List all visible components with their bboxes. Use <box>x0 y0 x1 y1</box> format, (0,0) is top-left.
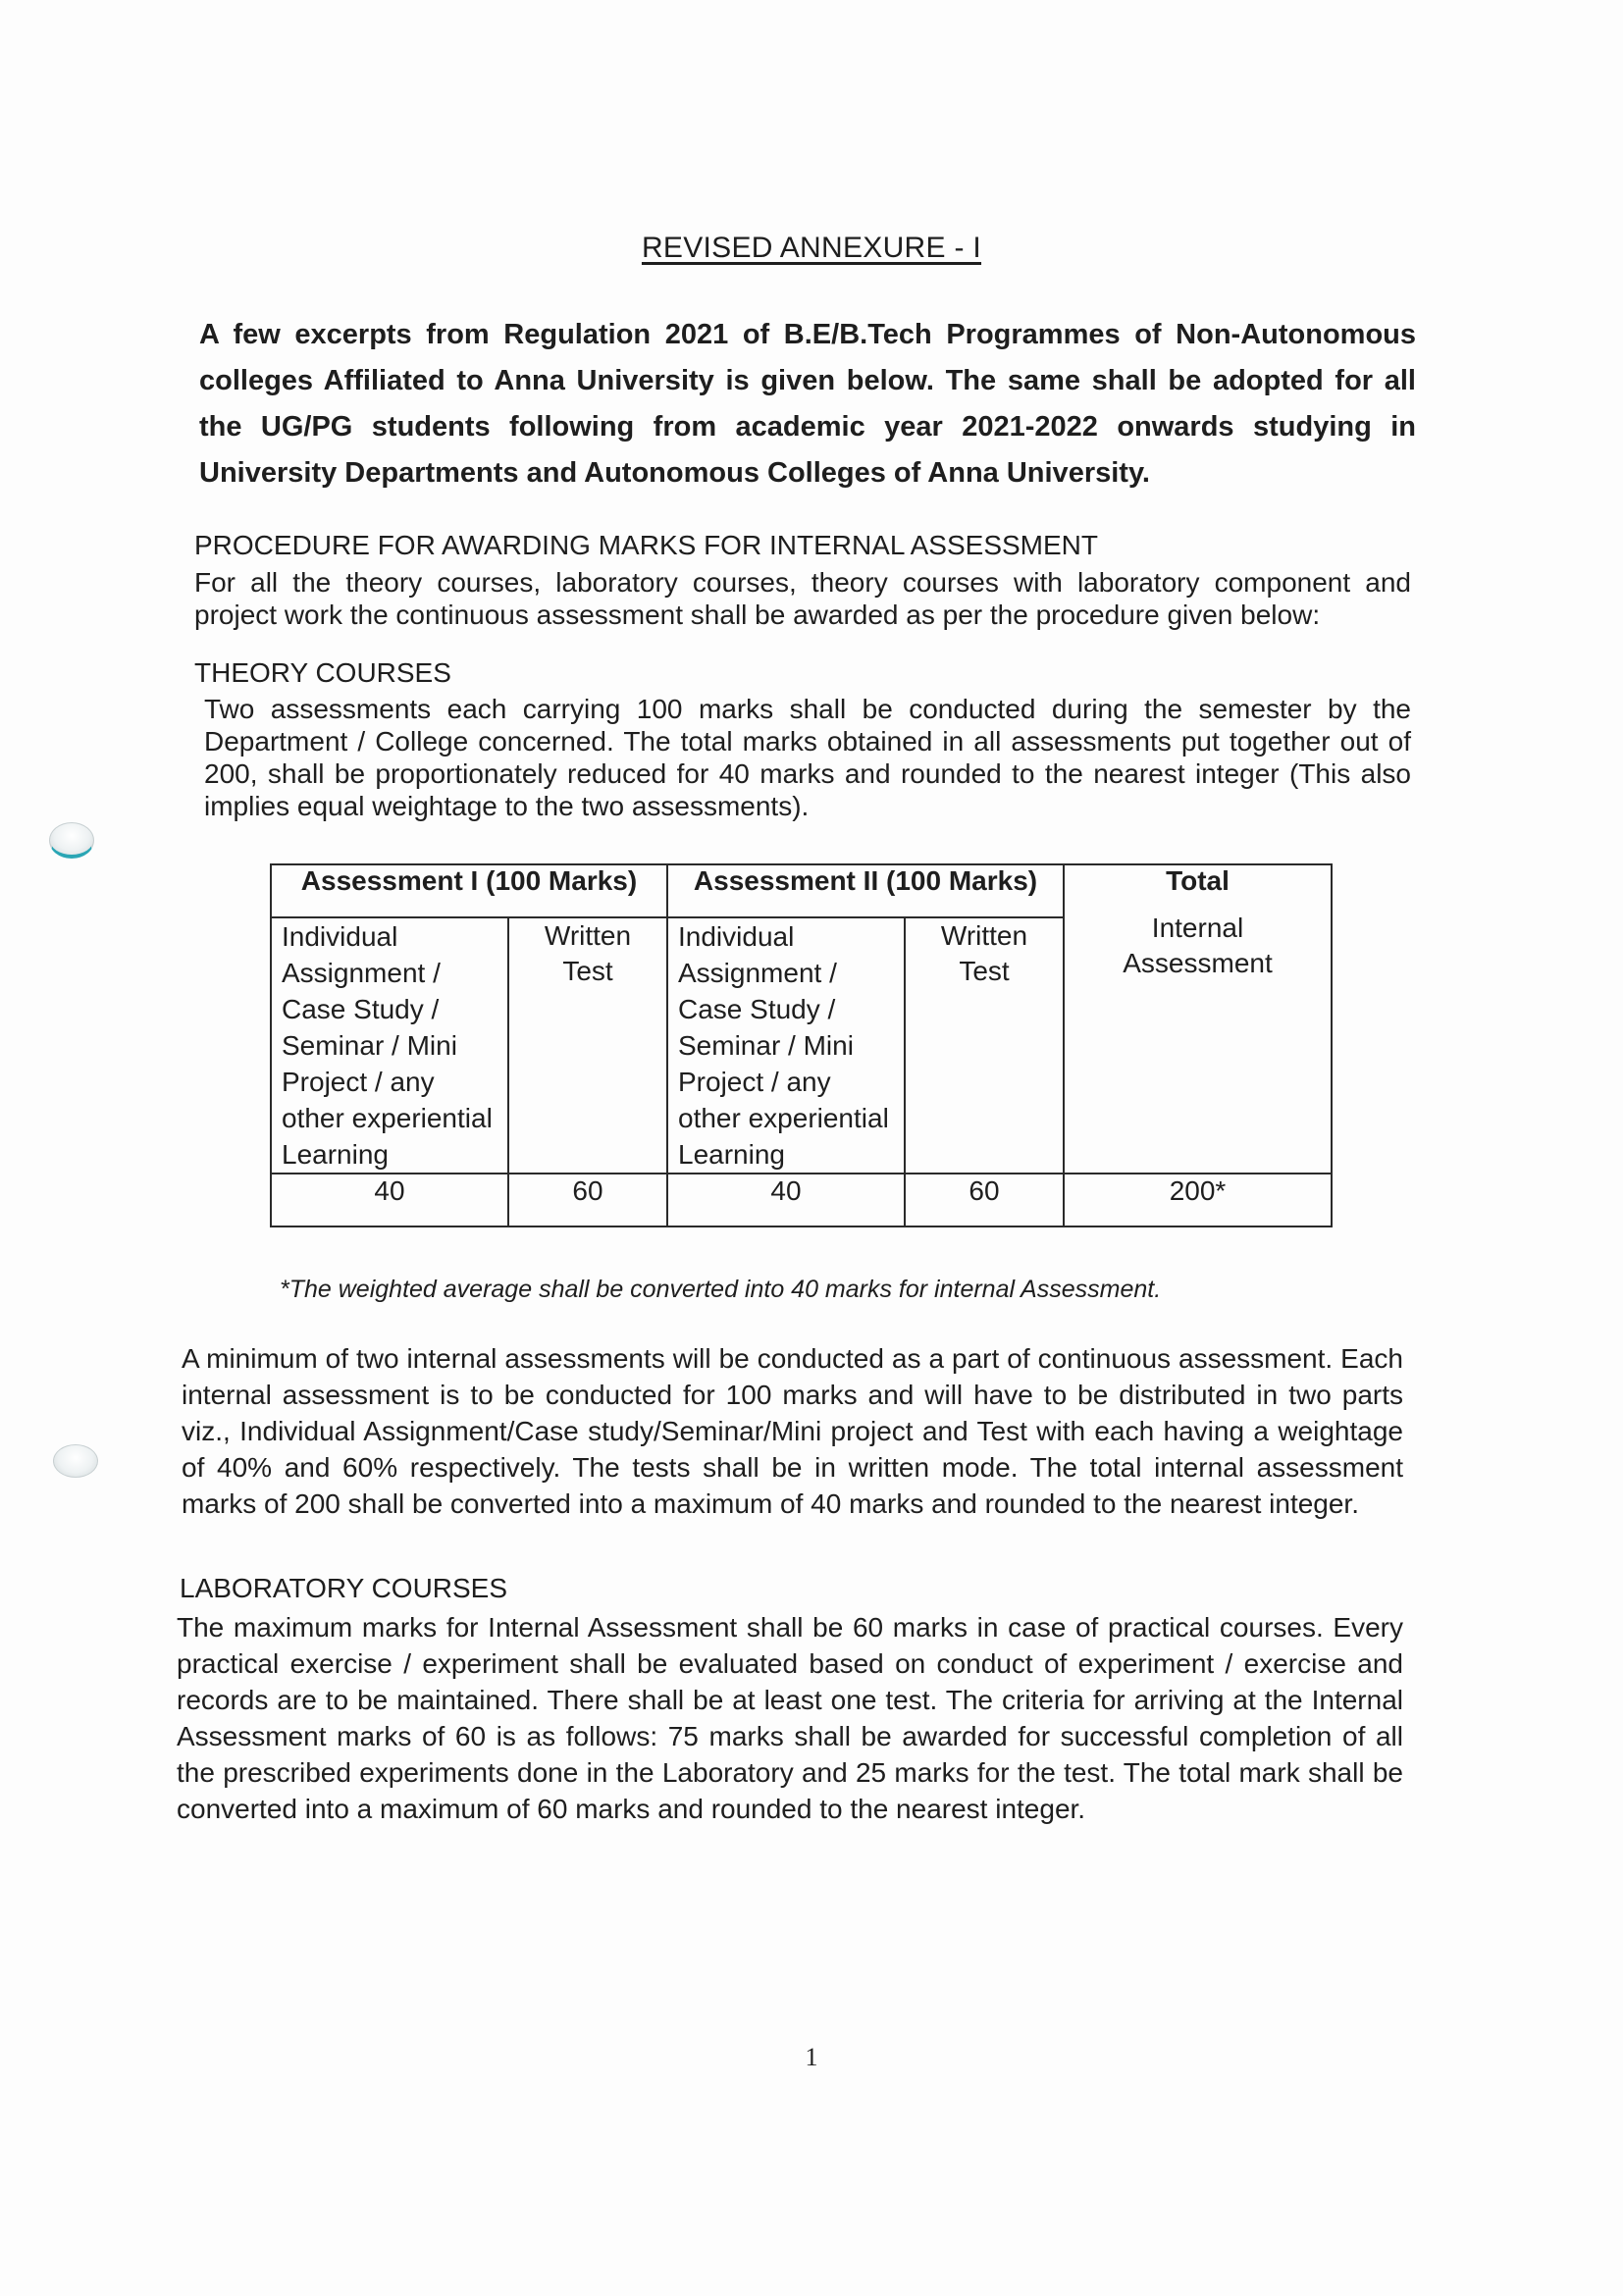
laboratory-paragraph: The maximum marks for Internal Assessment shall be 60 marks in case of practical courses. Every practical exercise / experiment shall be evaluated based on conduct of experiment / exercise and records are to be maintained. There shall be at least one test. The criteria for arriving at the Internal Assessment marks of 60 is as follows: 75 marks shall be awarded for successful completion of all the prescribed experiments done in the Laboratory and 25 marks for the test. The total mark shall be converted into a maximum of 60 marks and rounded to the nearest integer. <box>177 1612 1403 1824</box>
assessment-1-header: Assessment I (100 Marks) <box>271 864 667 917</box>
assessment-2-assignment-cell: Individual Assignment / Case Study / Seminar / Mini Project / any other experiential Learning <box>667 917 905 1174</box>
total-header-cell <box>1064 864 1332 1174</box>
procedure-heading: PROCEDURE FOR AWARDING MARKS FOR INTERNAL ASSESSMENT <box>194 530 1099 560</box>
intro-paragraph: A few excerpts from Regulation 2021 of B.E/B.Tech Programmes of Non-Autonomous colleges Affiliated to Anna University is given below. The same shall be adopted for all the UG/PG students following from academic year 2021-2022 onwards studying in University Departments and Autonomous Colleges of Anna University. <box>199 319 1416 489</box>
theory-heading: THEORY COURSES <box>194 657 451 688</box>
assessment-1-written-test-cell: Written Test <box>508 917 667 1174</box>
total-title: Total <box>1166 865 1230 896</box>
total-marks-cell: 200* <box>1064 1174 1332 1226</box>
document-title: REVISED ANNEXURE - I <box>641 232 982 264</box>
procedure-paragraph: For all the theory courses, laboratory courses, theory courses with laboratory component and project work the continuous assessment shall be awarded as per the procedure given below: <box>194 567 1411 630</box>
assessment-1-assignment-cell: Individual Assignment / Case Study / Seminar / Mini Project / any other experiential Learning <box>271 917 508 1174</box>
laboratory-heading: LABORATORY COURSES <box>180 1573 508 1603</box>
punch-hole-mark <box>49 822 94 859</box>
punch-hole-mark <box>53 1444 98 1478</box>
minimum-assessments-paragraph: A minimum of two internal assessments will be conducted as a part of continuous assessment. Each internal assessment is to be conducted for 100 marks and will have to be distributed in two parts viz., Individual Assignment/Case study/Seminar/Mini project and Test with each having a weightage of 40% and 60% respectively. The tests shall be in written mode. The total internal assessment marks of 200 shall be converted into a maximum of 40 marks and rounded to the nearest integer. <box>182 1343 1403 1519</box>
marks-cell: 60 <box>508 1174 667 1226</box>
total-subtitle: Internal Assessment <box>1123 913 1273 978</box>
assessment-table <box>270 863 1333 1227</box>
assessment-2-header: Assessment II (100 Marks) <box>667 864 1064 917</box>
table-header-row <box>271 864 1332 917</box>
assessment-2-written-test-cell: Written Test <box>905 917 1064 1174</box>
page-number: 1 <box>805 2043 818 2071</box>
marks-cell: 40 <box>667 1174 905 1226</box>
marks-cell: 40 <box>271 1174 508 1226</box>
theory-paragraph: Two assessments each carrying 100 marks shall be conducted during the semester by the Department / College concerned. The total marks obtained in all assessments put together out of 200, shall be proportionately reduced for 40 marks and rounded to the nearest integer (This also implies equal weightage to the two assessments). <box>204 694 1411 821</box>
table-marks-row <box>271 1174 1332 1226</box>
marks-cell: 60 <box>905 1174 1064 1226</box>
table-footnote: *The weighted average shall be converted into 40 marks for internal Assessment. <box>280 1276 1162 1303</box>
